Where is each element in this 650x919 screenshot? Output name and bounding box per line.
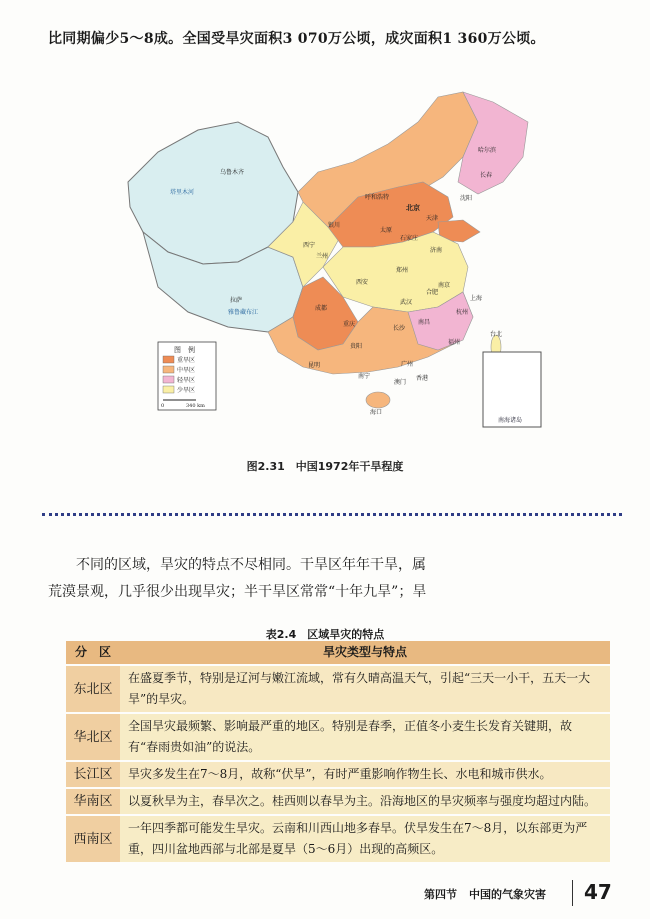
table-row bbox=[66, 713, 610, 761]
map-label-haikou: 海口 bbox=[370, 409, 383, 416]
map-label-macau: 澳门 bbox=[394, 379, 407, 386]
map-label-nanning: 南宁 bbox=[358, 373, 371, 380]
row-region: 长江区 bbox=[66, 761, 120, 788]
map-label-guiyang: 贵阳 bbox=[350, 343, 363, 350]
row-text: 一年四季都可能发生旱灾。云南和川西山地多春旱。伏旱发生在7～8月，以东部更为严重，四川盆地西部与北部是夏旱（5～6月）出现的高频区。 bbox=[120, 815, 610, 863]
drought-map bbox=[118, 82, 544, 438]
paragraph-line-1: 不同的区域，旱灾的特点不尽相同。干旱区年年干旱，属 bbox=[76, 557, 426, 573]
map-label-hefei: 合肥 bbox=[426, 289, 439, 296]
legend-scale-start: 0 bbox=[161, 403, 165, 409]
map-label-southsea: 南海诸岛 bbox=[498, 417, 523, 424]
map-label-tarim: 塔里木河 bbox=[170, 189, 195, 196]
map-label-jinan: 济南 bbox=[430, 247, 443, 254]
map-label-chongqing: 重庆 bbox=[343, 321, 356, 328]
header-region: 分 区 bbox=[66, 641, 120, 665]
map-label-kunming: 昆明 bbox=[308, 362, 321, 369]
body-paragraph bbox=[48, 552, 588, 606]
legend-scale-end: 340 km bbox=[186, 403, 205, 409]
drought-table bbox=[66, 641, 610, 864]
map-label-chengdu: 成都 bbox=[315, 305, 328, 312]
map-label-hongkong: 香港 bbox=[416, 375, 429, 382]
map-label-shanghai: 上海 bbox=[470, 295, 483, 302]
table-row bbox=[66, 665, 610, 713]
table-row bbox=[66, 788, 610, 815]
legend-label-light: 轻旱区 bbox=[177, 377, 196, 384]
map-label-yinchuan: 银川 bbox=[328, 222, 341, 229]
map-label-tianjin: 天津 bbox=[426, 215, 439, 222]
legend-swatch-minimal bbox=[163, 386, 174, 393]
legend-label-minimal: 少旱区 bbox=[177, 387, 196, 394]
legend-swatch-severe bbox=[163, 356, 174, 363]
table-caption: 表2.4 区域旱灾的特点 bbox=[265, 628, 385, 641]
legend-swatch-moderate bbox=[163, 366, 174, 373]
map-label-xining: 西宁 bbox=[303, 242, 316, 249]
row-region: 华南区 bbox=[66, 788, 120, 815]
legend-label-moderate: 中旱区 bbox=[177, 367, 196, 374]
map-label-hangzhou: 杭州 bbox=[456, 309, 469, 316]
row-region: 东北区 bbox=[66, 665, 120, 713]
map-label-guangzhou: 广州 bbox=[401, 361, 414, 368]
top-text-line: 比同期偏少5～8成。全国受旱灾面积3 070万公顷，成灾面积1 360万公顷。 bbox=[48, 31, 545, 47]
footer-chapter: 中国的气象灾害 bbox=[469, 888, 546, 901]
china-map-svg bbox=[118, 82, 544, 438]
legend-label-severe: 重旱区 bbox=[177, 357, 196, 364]
footer-divider bbox=[572, 880, 573, 906]
header-desc: 旱灾类型与特点 bbox=[120, 641, 610, 665]
row-region: 西南区 bbox=[66, 815, 120, 863]
map-label-nanchang: 南昌 bbox=[418, 319, 431, 326]
table-row bbox=[66, 815, 610, 863]
map-label-taibei: 台北 bbox=[490, 331, 503, 338]
legend-swatch-light bbox=[163, 376, 174, 383]
map-label-shijiazhuang: 石家庄 bbox=[400, 235, 419, 242]
map-label-wuhan: 武汉 bbox=[400, 299, 413, 306]
map-label-yarlung: 雅鲁藏布江 bbox=[228, 309, 259, 316]
map-label-harbin: 哈尔滨 bbox=[478, 147, 497, 154]
footer-section: 第四节 bbox=[424, 888, 457, 901]
page-number: 47 bbox=[584, 880, 612, 904]
map-label-fuzhou: 福州 bbox=[448, 339, 461, 346]
map-label-zhengzhou: 郑州 bbox=[396, 267, 409, 274]
map-label-taiyuan: 太原 bbox=[380, 227, 393, 234]
map-label-urumqi: 乌鲁木齐 bbox=[220, 169, 245, 176]
map-label-hohhot: 呼和浩特 bbox=[365, 194, 390, 201]
map-label-beijing: 北京 bbox=[406, 203, 420, 212]
row-text: 全国旱灾最频繁、影响最严重的地区。特别是春季，正值冬小麦生长发育关键期，故有“春雨贵如油”的说法。 bbox=[120, 713, 610, 761]
legend-title: 图 例 bbox=[174, 346, 195, 354]
map-label-lhasa: 拉萨 bbox=[230, 297, 243, 304]
map-label-nanjing: 南京 bbox=[438, 282, 451, 289]
map-caption: 图2.31 中国1972年干旱程度 bbox=[246, 460, 404, 473]
map-label-changchun: 长春 bbox=[480, 172, 493, 179]
table-header-row bbox=[66, 641, 610, 665]
map-legend bbox=[158, 342, 216, 410]
row-text: 以夏秋旱为主，春旱次之。桂西则以春旱为主。沿海地区的旱灾频率与强度均超过内陆。 bbox=[120, 788, 610, 815]
table-row bbox=[66, 761, 610, 788]
map-hainan bbox=[366, 392, 390, 408]
map-label-lanzhou: 兰州 bbox=[316, 253, 329, 260]
map-label-changsha: 长沙 bbox=[393, 325, 406, 332]
row-region: 华北区 bbox=[66, 713, 120, 761]
section-divider bbox=[42, 513, 622, 516]
map-inset-frame bbox=[483, 352, 541, 427]
map-label-xian: 西安 bbox=[356, 279, 369, 286]
page-footer bbox=[424, 886, 558, 902]
row-text: 在盛夏季节，特别是辽河与嫩江流域，常有久晴高温天气，引起“三天一小干，五天一大旱”的旱灾。 bbox=[120, 665, 610, 713]
map-label-shenyang: 沈阳 bbox=[460, 195, 473, 202]
paragraph-line-2: 荒漠景观，几乎很少出现旱灾；半干旱区常常“十年九旱”；旱 bbox=[48, 584, 427, 600]
row-text: 旱灾多发生在7～8月，故称“伏旱”，有时严重影响作物生长、水电和城市供水。 bbox=[120, 761, 610, 788]
